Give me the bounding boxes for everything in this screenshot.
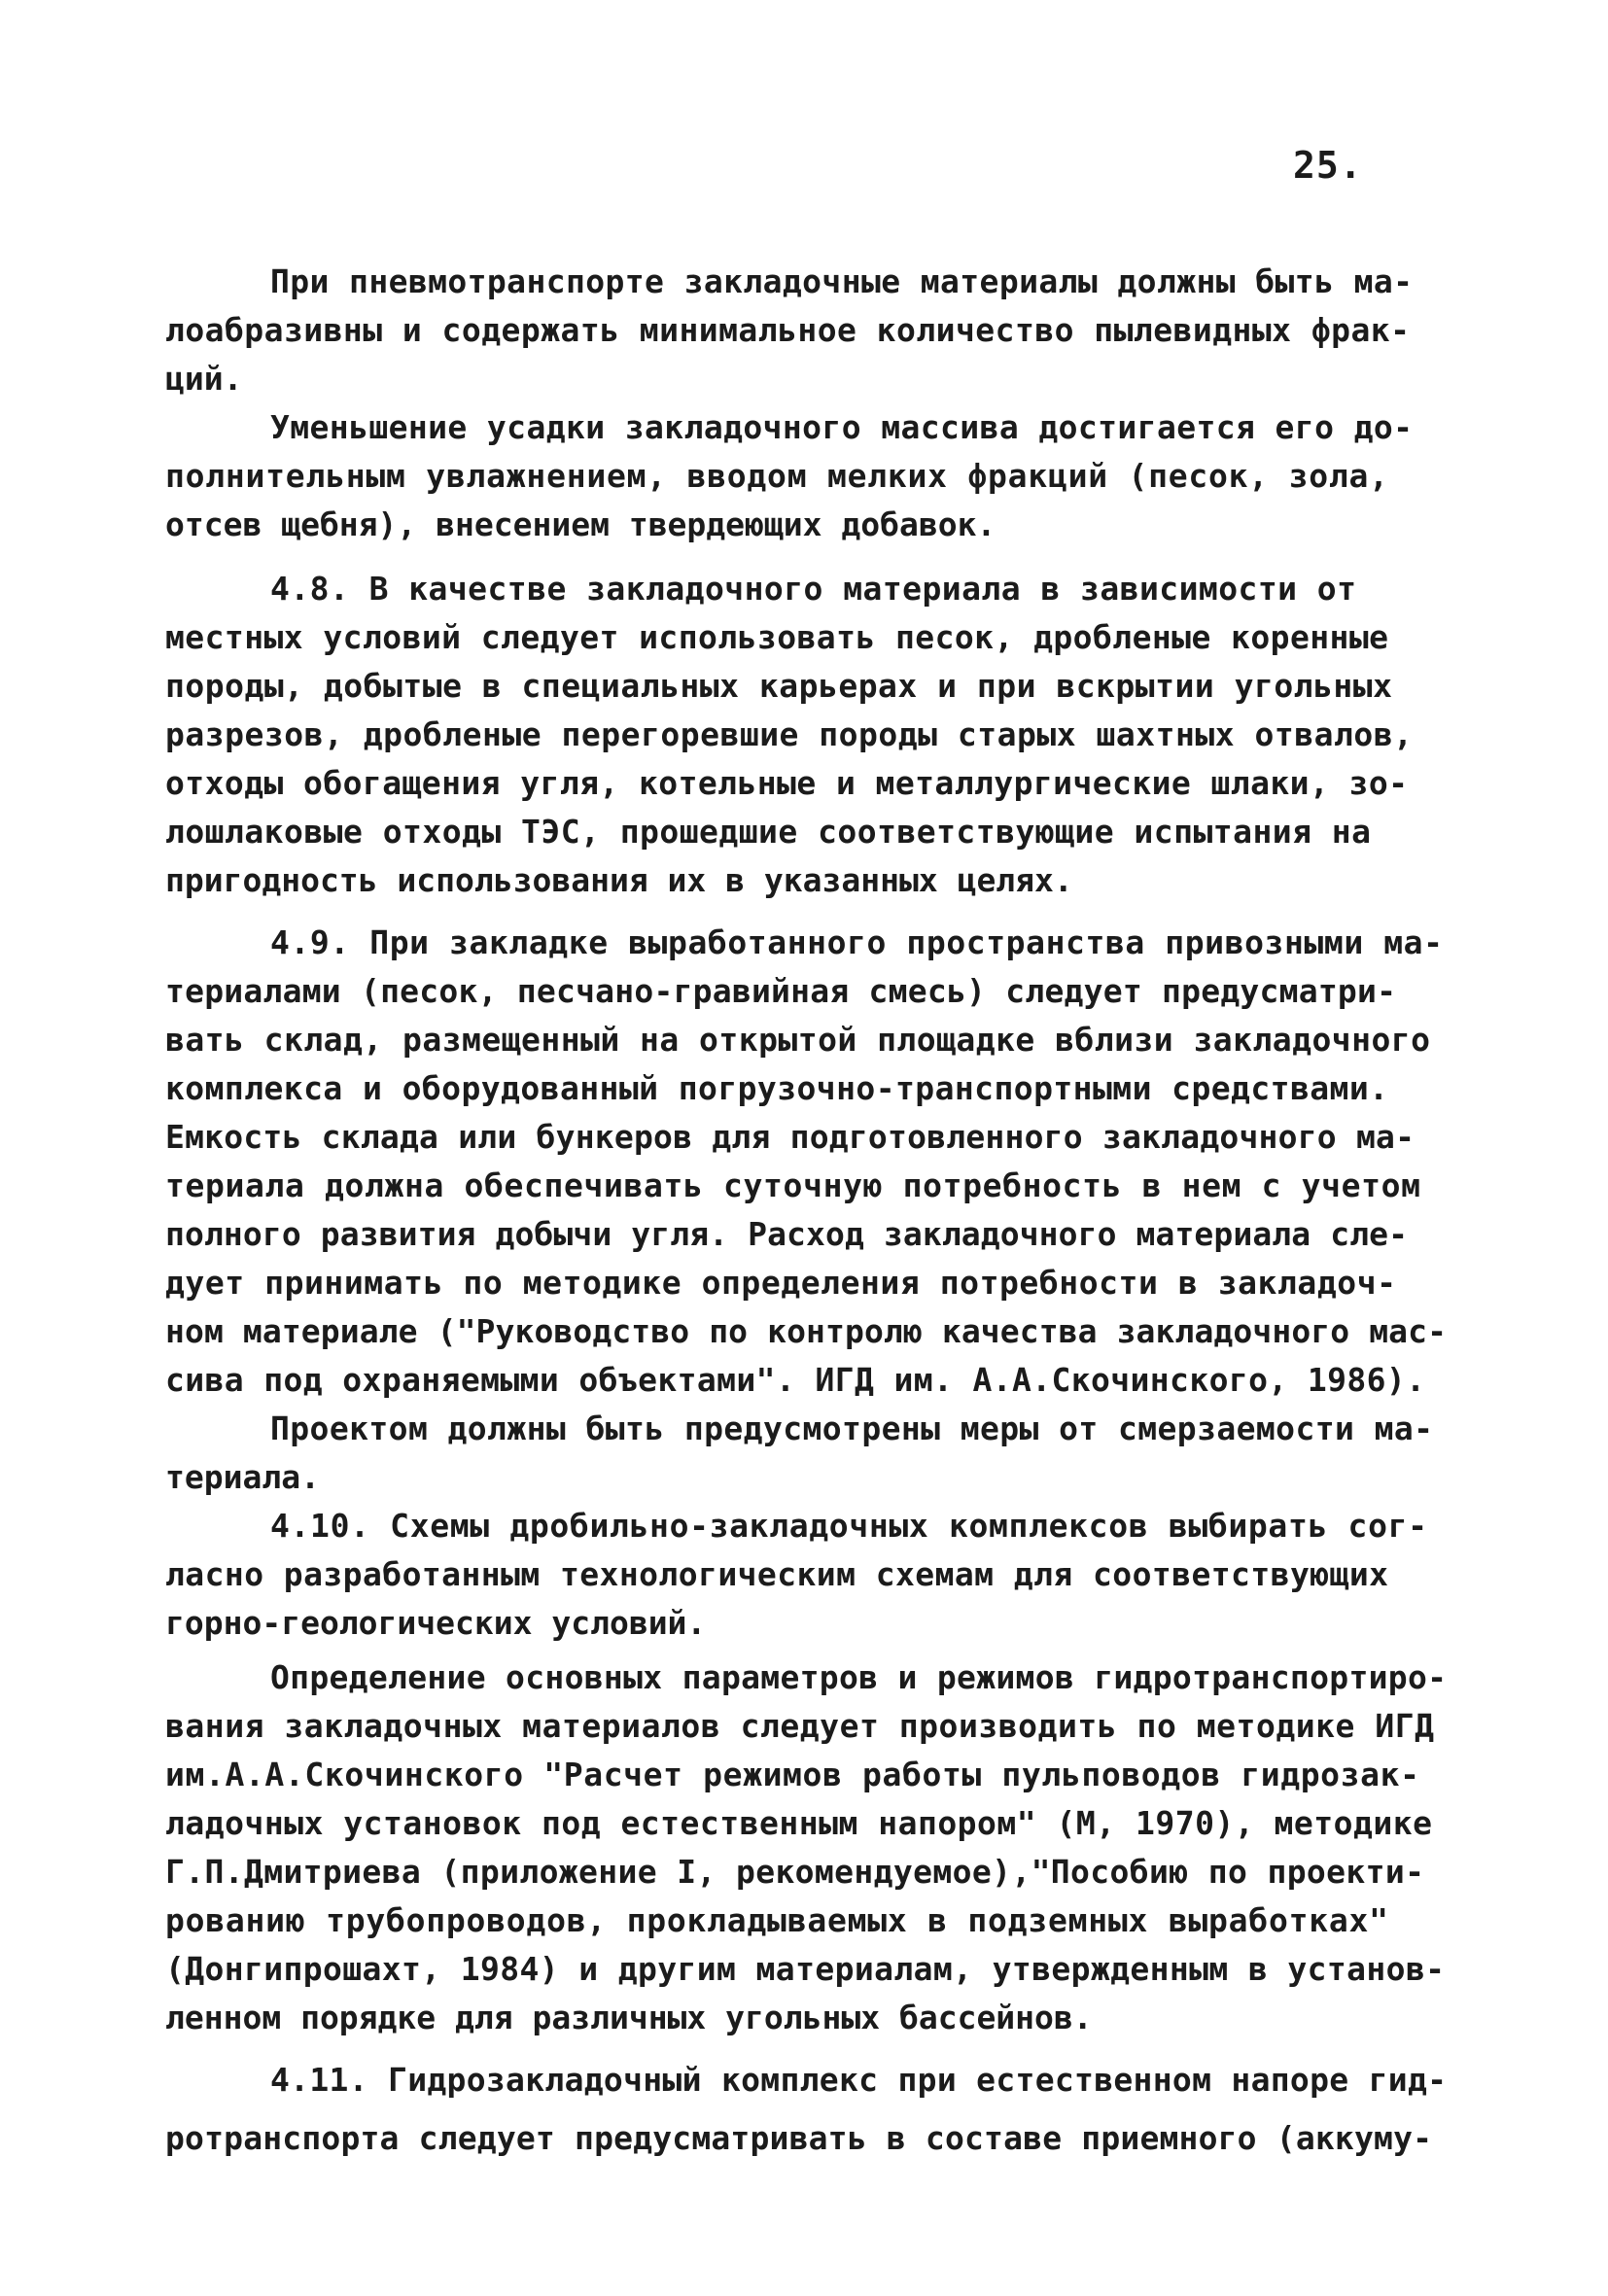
text-line: лошлаковые отходы ТЭС, прошедшие соответствующие испытания на bbox=[165, 813, 1372, 851]
text-line: местных условий следует использовать песок, дробленые коренные bbox=[165, 618, 1389, 656]
text-line: полного развития добычи угля. Расход закладочного материала сле- bbox=[165, 1215, 1409, 1253]
text-line: Проектом должны быть предусмотрены меры от смерзаемости ма- bbox=[270, 1409, 1434, 1447]
text-line: териала должна обеспечивать суточную потребность в нем с учетом bbox=[165, 1166, 1421, 1204]
text-line: вания закладочных материалов следует производить по методике ИГД bbox=[165, 1707, 1435, 1745]
text-line: Определение основных параметров и режимов гидротранспортиро- bbox=[270, 1658, 1448, 1696]
text-line: 4.11. Гидрозакладочный комплекс при естественном напоре гид- bbox=[270, 2061, 1448, 2099]
text-line: горно-геологических условий. bbox=[165, 1604, 707, 1642]
text-line: вать склад, размещенный на открытой площадке вблизи закладочного bbox=[165, 1021, 1431, 1059]
text-line: отсев щебня), внесением твердеющих добавок. bbox=[165, 505, 996, 543]
text-line: Емкость склада или бункеров для подготовленного закладочного ма- bbox=[165, 1118, 1416, 1156]
text-line: ном материале ("Руководство по контролю качества закладочного мас- bbox=[165, 1312, 1448, 1350]
text-line: ций. bbox=[165, 360, 243, 398]
text-line: ладочных установок под естественным напором" (М, 1970), методике bbox=[165, 1804, 1433, 1842]
text-line: (Донгипрошахт, 1984) и другим материалам, утвержденным в установ- bbox=[165, 1950, 1446, 1988]
text-line: 4.10. Схемы дробильно-закладочных комплексов выбирать сог- bbox=[270, 1507, 1428, 1545]
page-number: 25. bbox=[1293, 144, 1363, 187]
text-line: Уменьшение усадки закладочного массива достигается его до- bbox=[270, 408, 1414, 446]
text-line: ленном порядке для различных угольных бассейнов. bbox=[165, 1999, 1093, 2036]
text-line: дует принимать по методике определения потребности в закладоч- bbox=[165, 1264, 1397, 1302]
text-line: Г.П.Дмитриева (приложение I, рекомендуемое),"Пособию по проекти- bbox=[165, 1853, 1425, 1891]
text-line: лоабразивны и содержать минимальное количество пылевидных фрак- bbox=[165, 311, 1411, 349]
text-line: 4.9. При закладке выработанного пространства привозными ма- bbox=[270, 923, 1444, 961]
text-line: ласно разработанным технологическим схемам для соответствующих bbox=[165, 1555, 1389, 1593]
text-line: териала. bbox=[165, 1458, 320, 1496]
text-line: териалами (песок, песчано-гравийная смесь) следует предусматри- bbox=[165, 972, 1397, 1010]
text-line: сива под охраняемыми объектами". ИГД им. А.А.Скочинского, 1986). bbox=[165, 1361, 1426, 1399]
text-line: пригодность использования их в указанных целях. bbox=[165, 861, 1073, 899]
text-line: отходы обогащения угля, котельные и металлургические шлаки, зо- bbox=[165, 764, 1409, 802]
text-line: породы, добытые в специальных карьерах и при вскрытии угольных bbox=[165, 667, 1393, 705]
text-line: 4.8. В качестве закладочного материала в зависимости от bbox=[270, 570, 1357, 608]
text-line: разрезов, дробленые перегоревшие породы старых шахтных отвалов, bbox=[165, 715, 1414, 753]
text-line: При пневмотранспорте закладочные материалы должны быть ма- bbox=[270, 262, 1414, 300]
text-line: комплекса и оборудованный погрузочно-транспортными средствами. bbox=[165, 1069, 1389, 1107]
text-line: им.А.А.Скочинского "Расчет режимов работы пульповодов гидрозак- bbox=[165, 1756, 1420, 1793]
text-line: рованию трубопроводов, прокладываемых в подземных выработках" bbox=[165, 1901, 1389, 1939]
text-line: ротранспорта следует предусматривать в составе приемного (аккуму- bbox=[165, 2119, 1433, 2157]
text-line: полнительным увлажнением, вводом мелких фракций (песок, зола, bbox=[165, 457, 1389, 495]
